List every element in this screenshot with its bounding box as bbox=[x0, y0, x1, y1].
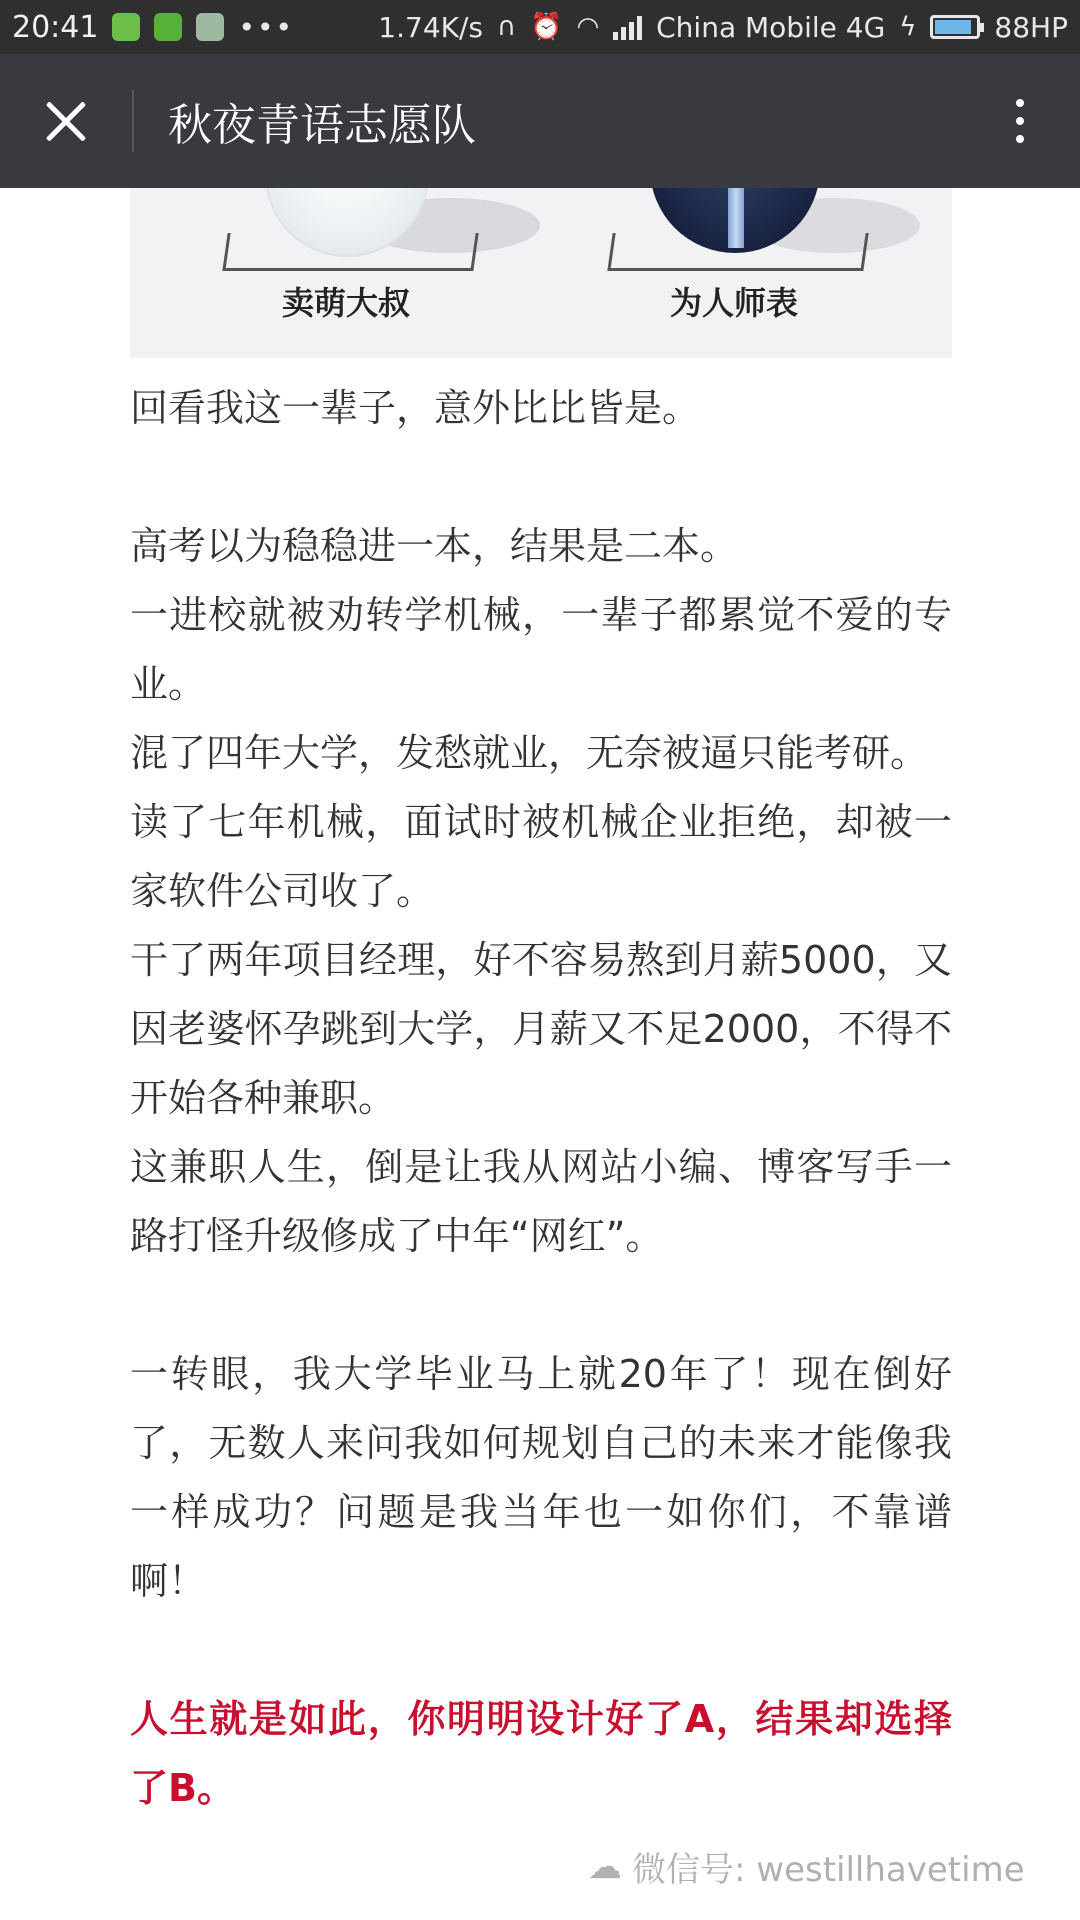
image-caption-right: 为人师表 bbox=[670, 284, 799, 322]
page-title: 秋夜青语志愿队 bbox=[168, 100, 476, 151]
paragraph-spacer bbox=[130, 443, 952, 512]
article-paragraph: 干了两年项目经理，好不容易熬到月薪5000，又因老婆怀孕跳到大学，月薪又不足2000，不得不开始各种兼职。 bbox=[130, 938, 952, 1120]
carrier-name: China Mobile 4G bbox=[656, 10, 886, 44]
article-paragraph: 一进校就被劝转学机械，一辈子都累觉不爱的专业。 bbox=[130, 593, 952, 706]
headphones-icon: ∩ bbox=[497, 12, 517, 42]
highlight-paragraph: 人生就是如此，你明明设计好了A，结果却选择了B。 bbox=[130, 1697, 952, 1810]
paragraph-spacer bbox=[130, 1616, 952, 1685]
close-button[interactable] bbox=[0, 54, 132, 188]
more-dot-icon bbox=[1016, 135, 1024, 143]
paragraph-spacer bbox=[130, 1271, 952, 1340]
more-dot-icon bbox=[1016, 117, 1024, 125]
network-speed: 1.74K/s bbox=[378, 10, 484, 44]
article-paragraph: 回看我这一辈子，意外比比皆是。 bbox=[130, 386, 701, 430]
app-header bbox=[0, 54, 1080, 188]
status-left bbox=[12, 10, 294, 45]
article-image bbox=[130, 188, 952, 358]
more-notifications-icon: ••• bbox=[238, 10, 295, 44]
article-paragraph: 混了四年大学，发愁就业，无奈被逼只能考研。 bbox=[130, 731, 929, 775]
status-time: 20:41 bbox=[12, 9, 99, 45]
battery-icon bbox=[930, 15, 980, 39]
battery-text: 88HP bbox=[994, 10, 1068, 44]
figure-bracket bbox=[607, 233, 868, 271]
header-divider bbox=[132, 90, 134, 152]
status-bar bbox=[0, 0, 1080, 54]
signal-icon bbox=[613, 14, 642, 40]
wechat-watermark bbox=[588, 1842, 1025, 1891]
article-paragraph: 一转眼，我大学毕业马上就20年了！现在倒好了，无数人来问我如何规划自己的未来才能像我一样成功？问题是我当年也一如你们，不靠谱啊！ bbox=[130, 1352, 952, 1603]
wifi-icon: ◠ bbox=[576, 12, 600, 42]
article-paragraph: 这兼职人生，倒是让我从网站小编、博客写手一路打怪升级修成了中年“网红”。 bbox=[130, 1145, 952, 1258]
figure-bracket bbox=[222, 233, 478, 271]
battery-app-icon bbox=[112, 13, 140, 41]
status-right bbox=[378, 11, 1068, 44]
wechat-app-icon bbox=[154, 13, 182, 41]
more-menu-button[interactable] bbox=[960, 54, 1080, 188]
article-paragraph: 读了七年机械，面试时被机械企业拒绝，却被一家软件公司收了。 bbox=[130, 800, 952, 913]
charging-icon: ϟ bbox=[899, 12, 917, 42]
wechat-icon: ☁ bbox=[588, 1846, 622, 1887]
article-content bbox=[130, 188, 952, 1823]
image-caption-left: 卖萌大叔 bbox=[282, 284, 411, 322]
alarm-icon: ⏰ bbox=[530, 12, 563, 42]
more-dot-icon bbox=[1016, 99, 1024, 107]
article-paragraph: 高考以为稳稳进一本，结果是二本。 bbox=[130, 524, 739, 568]
photo-app-icon bbox=[196, 13, 224, 41]
watermark-text: 微信号: westillhavetime bbox=[632, 1850, 1025, 1890]
